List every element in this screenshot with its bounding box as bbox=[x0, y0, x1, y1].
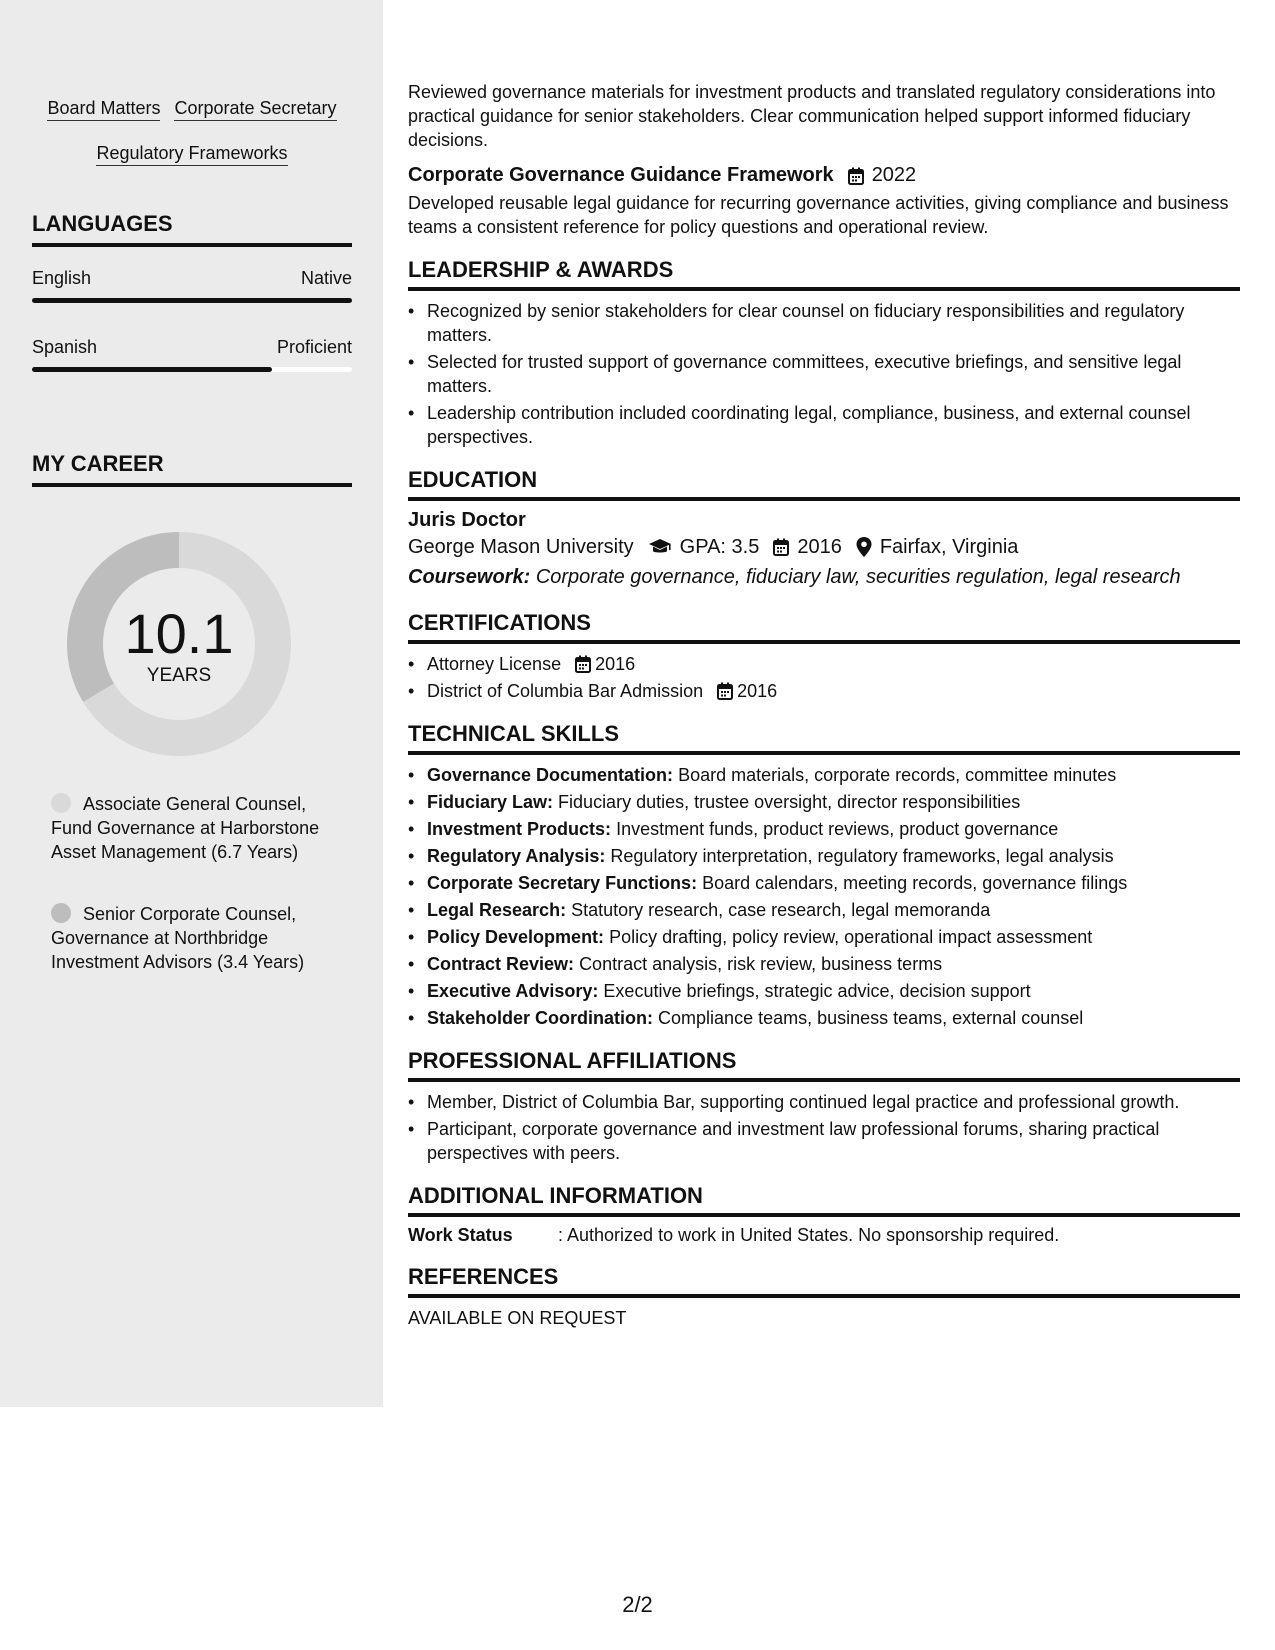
skill-label: Executive Advisory: bbox=[427, 981, 599, 1001]
skills-heading: TECHNICAL SKILLS bbox=[408, 721, 1240, 755]
calendar-icon bbox=[773, 538, 789, 556]
skill-tag: Corporate Secretary bbox=[174, 97, 336, 121]
skill-item bbox=[408, 898, 1240, 922]
leadership-heading: LEADERSHIP & AWARDS bbox=[408, 257, 1240, 291]
list-item: • Leadership contribution included coordinating legal, compliance, business, and external counsel perspectives. bbox=[408, 401, 1240, 449]
calendar-icon bbox=[575, 655, 591, 673]
skill-tags bbox=[32, 87, 352, 177]
skill-value: Regulatory interpretation, regulatory frameworks, legal analysis bbox=[610, 846, 1114, 866]
cert-year: 2016 bbox=[595, 654, 636, 674]
affiliations-heading: PROFESSIONAL AFFILIATIONS bbox=[408, 1048, 1240, 1082]
project-year: 2022 bbox=[871, 164, 917, 186]
skill-tag: Board Matters bbox=[47, 97, 160, 121]
career-item-text: Senior Corporate Counsel, Governance at Northbridge Investment Advisors (3.4 Years) bbox=[51, 904, 305, 972]
main-content bbox=[408, 0, 1240, 1330]
career-legend-dot bbox=[51, 903, 71, 923]
location-pin-icon bbox=[856, 537, 872, 557]
calendar-icon bbox=[848, 167, 864, 185]
skill-label: Legal Research: bbox=[427, 900, 567, 920]
education-school: George Mason University bbox=[408, 536, 634, 558]
certifications-heading: CERTIFICATIONS bbox=[408, 610, 1240, 644]
list-item: • Selected for trusted support of governance committees, executive briefings, and sensitive legal matters. bbox=[408, 350, 1240, 398]
career-legend-dot bbox=[51, 793, 71, 813]
certifications-list bbox=[408, 652, 1240, 703]
skill-label: Contract Review: bbox=[427, 954, 575, 974]
skill-item bbox=[408, 817, 1240, 841]
calendar-icon bbox=[717, 682, 733, 700]
language-name: Spanish bbox=[32, 337, 98, 357]
education-location: Fairfax, Virginia bbox=[879, 536, 1019, 558]
additional-info-heading: ADDITIONAL INFORMATION bbox=[408, 1183, 1240, 1217]
list-item: • Recognized by senior stakeholders for clear counsel on fiduciary responsibilities and regulatory matters. bbox=[408, 299, 1240, 347]
language-bar bbox=[32, 298, 352, 303]
education-degree: Juris Doctor bbox=[408, 509, 526, 531]
skill-value: Fiduciary duties, trustee oversight, director responsibilities bbox=[558, 792, 1021, 812]
project-title: Corporate Governance Guidance Framework bbox=[408, 164, 834, 186]
skill-item bbox=[408, 763, 1240, 787]
skill-tag: Regulatory Frameworks bbox=[96, 142, 287, 166]
skill-label: Fiduciary Law: bbox=[427, 792, 554, 812]
project-title-row bbox=[408, 164, 1240, 187]
work-status-value: : Authorized to work in United States. No sponsorship required. bbox=[558, 1225, 1060, 1245]
skill-label: Regulatory Analysis: bbox=[427, 846, 606, 866]
skill-value: Investment funds, product reviews, product governance bbox=[616, 819, 1059, 839]
references-heading: REFERENCES bbox=[408, 1264, 1240, 1298]
intro-paragraph: Reviewed governance materials for investment products and translated regulatory considerations into practical guidance for senior stakeholders. Clear communication helped support informed fiduciary decisions. bbox=[408, 82, 1216, 150]
cert-name: • Attorney License bbox=[427, 654, 562, 674]
skill-item bbox=[408, 844, 1240, 868]
coursework-text: Corporate governance, fiduciary law, securities regulation, legal research bbox=[535, 566, 1181, 588]
skill-value: Policy drafting, policy review, operational impact assessment bbox=[609, 927, 1093, 947]
list-item bbox=[408, 652, 1240, 676]
education-year: 2016 bbox=[797, 536, 842, 558]
list-item: • Member, District of Columbia Bar, supporting continued legal practice and professional growth. bbox=[408, 1090, 1240, 1114]
skill-value: Executive briefings, strategic advice, decision support bbox=[603, 981, 1031, 1001]
career-item bbox=[51, 792, 331, 864]
cert-year: 2016 bbox=[737, 681, 778, 701]
skill-label: Governance Documentation: bbox=[427, 765, 674, 785]
skill-value: Contract analysis, risk review, business terms bbox=[579, 954, 943, 974]
skill-label: Stakeholder Coordination: bbox=[427, 1008, 654, 1028]
skill-item bbox=[408, 925, 1240, 949]
graduation-cap-icon bbox=[648, 538, 672, 556]
education-details bbox=[408, 532, 1240, 562]
language-bar-fill bbox=[32, 367, 272, 372]
skill-item bbox=[408, 790, 1240, 814]
language-name: English bbox=[32, 268, 92, 288]
page-number: 2/2 bbox=[622, 1592, 653, 1617]
skill-value: Compliance teams, business teams, external counsel bbox=[658, 1008, 1084, 1028]
sidebar bbox=[0, 0, 383, 1407]
language-bar bbox=[32, 367, 352, 372]
skill-label: Corporate Secretary Functions: bbox=[427, 873, 698, 893]
languages-heading: LANGUAGES bbox=[32, 211, 352, 247]
education-coursework bbox=[408, 562, 1240, 592]
work-status-row bbox=[408, 1225, 1240, 1246]
language-level: Proficient bbox=[276, 337, 352, 357]
leadership-list bbox=[408, 299, 1240, 449]
career-item-text: Associate General Counsel, Fund Governance at Harborstone Asset Management (6.7 Years) bbox=[51, 794, 320, 862]
language-bar-fill bbox=[32, 298, 352, 303]
career-heading: MY CAREER bbox=[32, 451, 352, 487]
education-gpa: GPA: 3.5 bbox=[679, 536, 760, 558]
cert-name: • District of Columbia Bar Admission bbox=[427, 681, 704, 701]
skill-item bbox=[408, 1006, 1240, 1030]
language-row bbox=[32, 268, 352, 289]
skill-value: Board materials, corporate records, committee minutes bbox=[678, 765, 1117, 785]
list-item: • Participant, corporate governance and investment law professional forums, sharing practical perspectives with peers. bbox=[408, 1117, 1240, 1165]
skills-list bbox=[408, 763, 1240, 1030]
skill-item bbox=[408, 952, 1240, 976]
skill-value: Statutory research, case research, legal memoranda bbox=[571, 900, 991, 920]
language-level: Native bbox=[300, 268, 352, 288]
list-item bbox=[408, 679, 1240, 703]
coursework-label: Coursework: bbox=[408, 566, 531, 588]
skill-value: Board calendars, meeting records, governance filings bbox=[702, 873, 1128, 893]
skill-label: Policy Development: bbox=[427, 927, 605, 947]
education-heading: EDUCATION bbox=[408, 467, 1240, 501]
references-text: AVAILABLE ON REQUEST bbox=[408, 1308, 627, 1328]
work-status-label: Work Status bbox=[408, 1225, 513, 1245]
skill-item bbox=[408, 979, 1240, 1003]
affiliations-list bbox=[408, 1090, 1240, 1165]
skill-label: Investment Products: bbox=[427, 819, 612, 839]
career-item bbox=[51, 902, 331, 974]
project-description: Developed reusable legal guidance for recurring governance activities, giving compliance and business teams a consistent reference for policy questions and operational review. bbox=[408, 193, 1229, 237]
years-label: YEARS bbox=[146, 665, 212, 686]
total-years: 10.1 bbox=[124, 602, 234, 665]
language-row bbox=[32, 337, 352, 358]
skill-item bbox=[408, 871, 1240, 895]
